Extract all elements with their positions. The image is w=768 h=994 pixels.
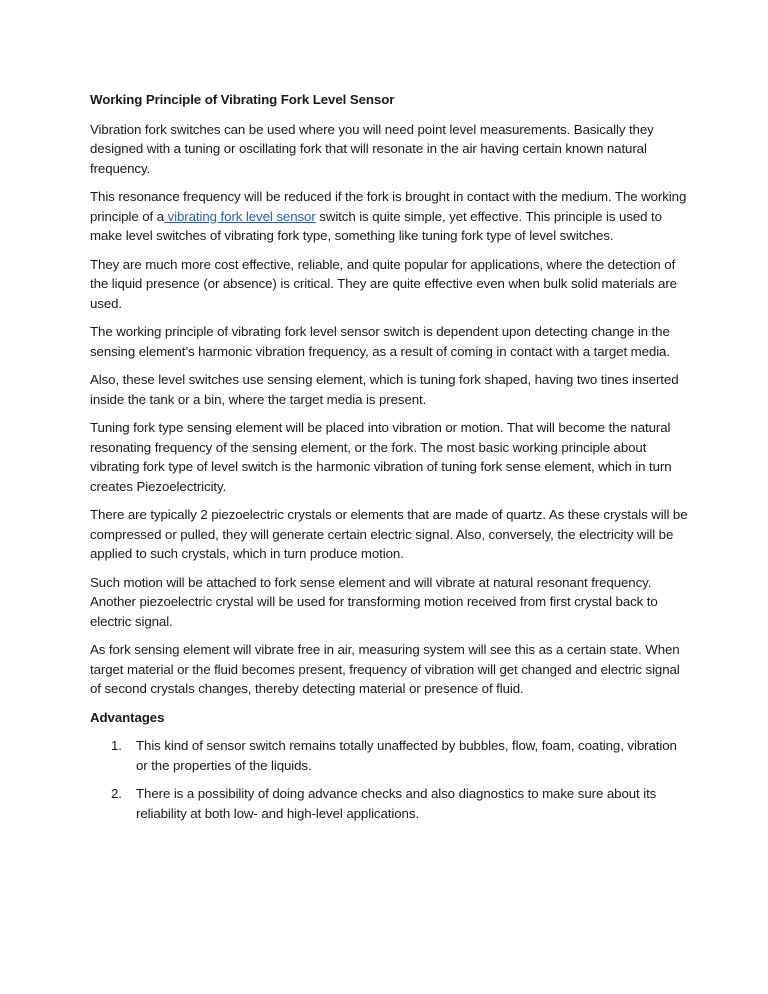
paragraph-4: The working principle of vibrating fork level sensor switch is dependent upon detecting change in the sensing element’s harmonic vibration frequency, as a result of coming in contact with a target media. bbox=[90, 324, 670, 359]
vibrating-fork-level-sensor-link[interactable]: vibrating fork level sensor bbox=[164, 208, 316, 224]
advantages-heading: Advantages bbox=[90, 709, 165, 725]
list-item bbox=[90, 784, 690, 823]
advantages-list bbox=[90, 736, 690, 823]
list-item-number: 1. bbox=[111, 738, 122, 753]
paragraph-3: They are much more cost effective, reliable, and quite popular for applications, where the detection of the liquid presence (or absence) is critical. They are quite effective even when bulk solid materials are used. bbox=[90, 256, 677, 311]
list-item-text: This kind of sensor switch remains totally unaffected by bubbles, flow, foam, coating, vibration or the properties of the liquids. bbox=[136, 738, 677, 773]
list-item-number: 2. bbox=[111, 786, 122, 801]
paragraph-2-text-before: This resonance frequency will be reduced if the fork is brought in contact with the medium. The working principle of a bbox=[90, 189, 687, 224]
paragraph-7: There are typically 2 piezoelectric crystals or elements that are made of quartz. As these crystals will be compressed or pulled, they will generate certain electric signal. Also, conversely, the electricity will be applied to such crystals, which in turn produce motion. bbox=[90, 507, 688, 561]
list-item-text: There is a possibility of doing advance checks and also diagnostics to make sure about its reliability at both low- and high-level applications. bbox=[136, 786, 657, 821]
paragraph-1: Vibration fork switches can be used where you will need point level measurements. Basically they designed with a tuning or oscillating fork that will resonate in the air having certain known natural frequency. bbox=[90, 121, 654, 176]
document-title: Working Principle of Vibrating Fork Level Sensor bbox=[90, 92, 395, 107]
paragraph-9: As fork sensing element will vibrate free in air, measuring system will see this as a certain state. When target material or the fluid becomes present, frequency of vibration will get changed and electric signal of second crystals changes, thereby detecting material or presence of fluid. bbox=[90, 642, 680, 696]
list-item bbox=[90, 736, 690, 775]
paragraph-2-text-after: switch is quite simple, yet effective. This principle is used to make level switches of vibrating fork type, something like tuning fork type of level switches. bbox=[90, 208, 662, 243]
paragraph-6: Tuning fork type sensing element will be placed into vibration or motion. That will become the natural resonating frequency of the sensing element, or the fork. The most basic working principle about vibrating fork type of level switch is the harmonic vibration of tuning fork sense element, which in turn creates Piezoelectricity. bbox=[90, 420, 672, 494]
paragraph-2 bbox=[90, 187, 690, 246]
document-page bbox=[90, 90, 690, 832]
paragraph-5: Also, these level switches use sensing element, which is tuning fork shaped, having two tines inserted inside the tank or a bin, where the target media is present. bbox=[90, 372, 679, 407]
paragraph-8: Such motion will be attached to fork sense element and will vibrate at natural resonant frequency. Another piezoelectric crystal will be used for transforming motion received from first crystal back to electric signal. bbox=[90, 574, 658, 629]
